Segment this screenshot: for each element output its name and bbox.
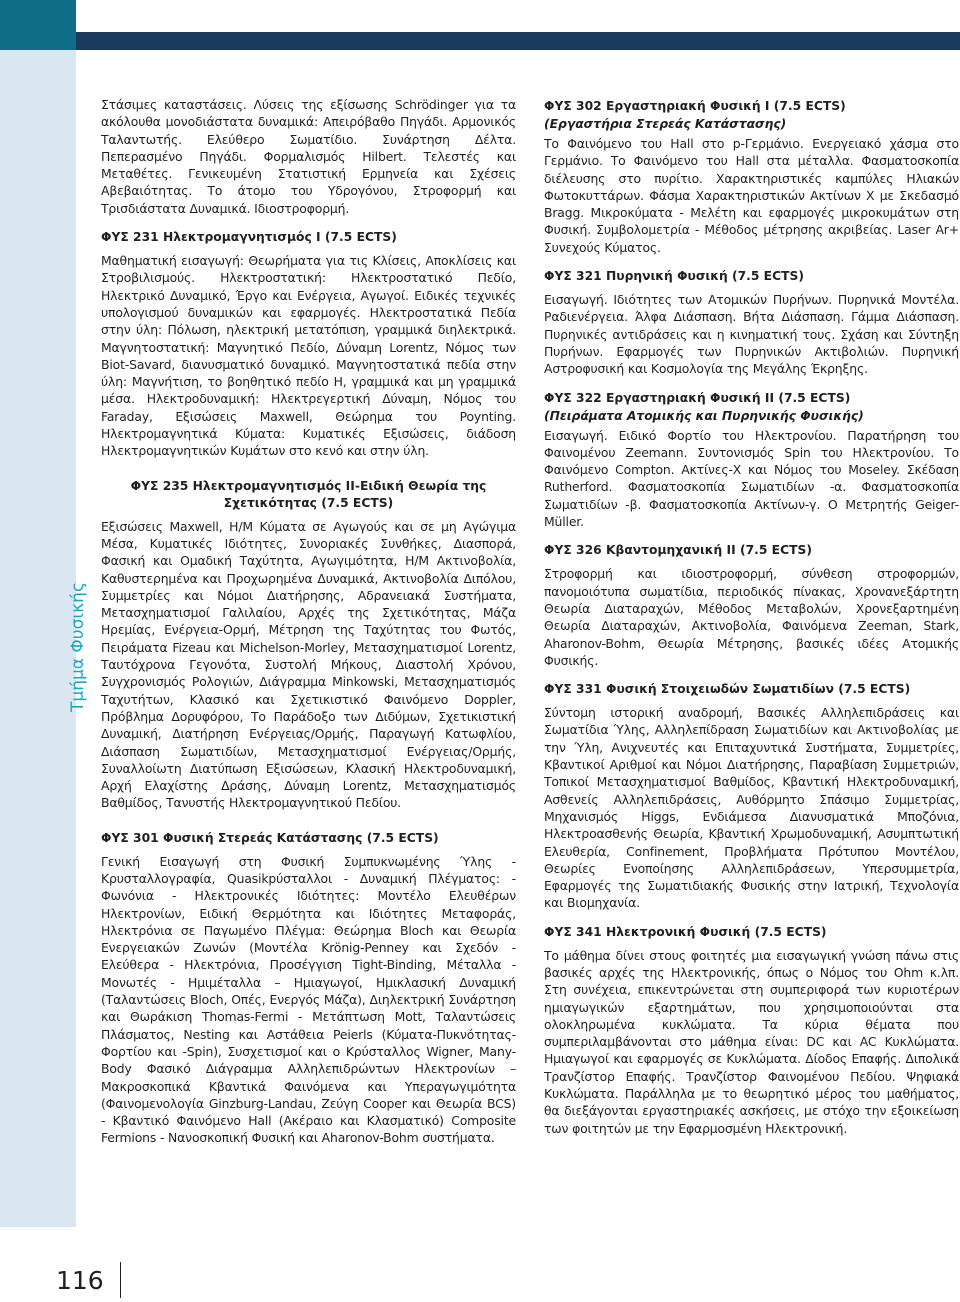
course-body-fys331: Σύντομη ιστορική αναδρομή, Βασικές Αλληλεπιδράσεις και Σωματίδια Ύλης, Αλληλεπίδραση Σωματιδίων και Ακτινοβολίας με την Ύλη, Ανιχνευτές και Επιταχυντικά Συστήματα, Συμμετρίες, Κβαντικοί Αριθμοί και Νόμοι Διατήρησης, Παραβίαση Συμμετριών, Τοπικοί Μετασχηματισμοί Βαθμίδος, Κβαντική Ηλεκτροδυναμική, Ασθενείς Αλληλεπιδράσεις, Αυθόρμητο Σπάσιμο Συμμετρίας, Μηχανισμός Higgs, Ενδιάμεσα Διανυσματικά Μποζόνια, Ηλεκτρoασθενής Θεωρία, Κβαντική Χρωμοδυναμική, Ασυμπτωτική Ελευθερία, Confinement, Προβλήματα Πρότυπου Μοντέλου, Θεωρίες Ενοποίησης Αλληλεπιδράσεων, Υπερσυμμετρία, Εφαρμογές της Σωματιδιακής Φυσικής στην Ιατρική, Τεχνολογία και Βιομηχανία. xyxy=(544,705,959,911)
course-body-fys235: Εξισώσεις Maxwell, Η/Μ Κύματα σε Αγωγούς και σε μη Αγώγιμα Μέσα, Κυματικές Ιδιότητες, Συνοριακές Συνθήκες, Διασπορά, Φασική και Ομαδική Ταχύτητα, Αγωγιμότητα, Η/Μ Ακτινοβολία, Καθυστερημένα και Προχωρημένα Δυναμικά, Ακτινοβολία Διπόλου, Συμμετρίες και Νόμοι Διατήρησης, Αδρανειακά Συστήματα, Μετασχηματισμοί Γαλιλαίου, Αρχές της Σχετικότητας, Μάζα Ηρεμίας, Ενέργεια-Ορμή, Μέτρηση της Ταχύτητας του Φωτός, Πειράματα Fizeau και Michelson-Morley, Μετασχηματισμοί Lorentz, Ταυτόχρονα Γεγονότα, Συστολή Μήκους, Διαστολή Χρόνου, Συγχρονισμός Ρολογιών, Διάγραμμα Minkowski, Μετασχηματισμός Ταχυτήτων, Κλασικό και Σχετικιστικό Φαινόμενο Doppler, Πρόβλημα Δορυφόρου, Το Παράδοξο των Διδύμων, Σχετικιστική Δυναμική, Διατήρηση Ενέργειας/Ορμής, Παραγωγή Κατωφλίου, Διάσπαση Σωματιδίων, Μετασχηματισμοί Ενέργειας/Ορμής, Συναλλοίωτη Διατύπωση Εξισώσεων, Κλασική Ηλεκτροδυναμική, Αρχή Ελαχίστης Δράσης, Δύναμη Lorentz, Μετασχηματισμός Βαθμίδος, Τανυστής Ηλεκτρομαγνητικού Πεδίου. xyxy=(101,518,516,811)
course-title-fys341: ΦΥΣ 341 Ηλεκτρονική Φυσική (7.5 ECTS) xyxy=(544,924,827,939)
course-title-fys331: ΦΥΣ 331 Φυσική Στοιχειωδών Σωματιδίων (7.5 ECTS) xyxy=(544,682,911,697)
page-number-divider xyxy=(120,1262,121,1298)
header-bar-teal xyxy=(0,0,76,50)
course-title-fys301: ΦΥΣ 301 Φυσική Στερεάς Κατάστασης (7.5 ECTS) xyxy=(101,830,439,845)
course-subtitle-fys302: (Εργαστήρια Στερεάς Κατάστασης) xyxy=(544,117,787,131)
department-label: Τμήμα Φυσικής xyxy=(68,582,88,712)
course-body-fys302: Το Φαινόμενο του Hall στο p-Γερμάνιο. Ενεργειακό χάσμα στο Γερμάνιο. Το Φαινόμενο του Hall στα μέταλλα. Φασματοσκοπία διέλευσης στο πυρίτιο. Χαρακτηριστικές καμπύλες Ηλιακών Φωτοκυττάρων. Φάσμα Χαρακτηριστικών Ακτίνων Χ με Σκεδασμό Bragg. Μικροκύματα - Μελέτη και εφαρμογές μικροκυμάτων στη Φυσική. Συμβολομετρία - Μέθοδος μέτρησης ακριβείας. Laser Ar+ Συνεχούς Κύματος. xyxy=(544,136,959,255)
right-column xyxy=(544,96,959,1137)
course-title-fys322: ΦΥΣ 322 Εργαστηριακή Φυσική ΙΙ (7.5 ECTS) xyxy=(544,390,851,405)
course-body-fys326: Στροφορμή και ιδιοστροφορμή, σύνθεση στροφορμών, πανομοιότυπα σωματίδια, περιοδικός πίνακας, Χρονανεξάρτητη Θεωρία Διαταραχών, Μέθοδος Μεταβολών, Χρονεξαρτημένη Θεωρία Διαταραχών, Ακτινοβολία, Φαινόμενα Zeeman, Stark, Aharonov-Bohm, Θεωρία Μέτρησης, βασικές ιδέες Ατομικής Φυσικής. xyxy=(544,566,959,668)
left-column xyxy=(101,96,516,1147)
course-body-fys301: Γενική Εισαγωγή στη Φυσική Συμπυκνωμένης Ύλης - Κρυσταλλογραφία, Quasikpύσταλλοι - Δυναμική Πλέγματος: - Φωνόνια - Ηλεκτρονικές Ιδιότητες: Μοντέλο Ελευθέρων Ηλεκτρονίων, Ειδική Θερμότητα και Ιδιότητες Μεταφοράς, Ηλεκτρόνια σε Παγωμένο Πλέγμα: Θεώρημα Bloch και Θεωρία Ενεργειακών Ζωνών (Μοντέλα Krönig-Penney και Σχεδόν - Ελεύθερα - Ηλεκτρόνια, Προσέγγιση Tight-Binding, Μέταλλα - Μονωτές - Ημιμέταλλα – Ημιαγωγοί, Ημικλασική Δυναμική (Ταλαντώσεις Bloch, Οπές, Ενεργός Μάζα), Διηλεκτρική Συνάρτηση και Θωράκιση Thomas-Fermi - Μετάπτωση Mott, Ταλαντώσεις Πλάσματος, Nesting και Αστάθεια Peierls (Κύματα-Πυκνότητας-Φορτίου και -Spin), Συσχετισμοί και ο Κρύσταλλος Wigner, Many-Body Φασικό Διάγραμμα Αλληλεπιδρώντων Ηλεκτρονίων – Μακροσκοπικά Κβαντικά Φαινόμενα και Υπεραγωγιμότητα (Φαινομενολογία Ginzburg-Landau, Ζεύγη Cooper και Θεωρία BCS) - Κβαντικό Φαινόμενο Hall (Ακέραιο και Κλασματικό) Composite Fermions - Νανοσκοπική Φυσική και Aharonov-Bohm συστήματα. xyxy=(101,853,516,1146)
course-body-fys321: Εισαγωγή. Ιδιότητες των Ατομικών Πυρήνων. Πυρηνικά Μοντέλα. Ραδιενέργεια. Άλφα Διάσπαση. Βήτα Διάσπαση. Γάμμα Διάσπαση. Πυρηνικές αντιδράσεις και η κινηματική τους. Σχάση και Σύντηξη Πυρήνων. Εφαρμογές των Πυρηνικών Ακτιβολιών. Πυρηνική Αστροφυσική και Κοσμολογία της Μεγάλης Έκρηξης. xyxy=(544,292,959,377)
course-body-fys341: Το μάθημα δίνει στους φοιτητές μια εισαγωγική γνώση πάνω στις βασικές αρχές της Ηλεκτρονικής, όπως ο Νόμος του Ohm κ.λπ. Στη συνέχεια, επικεντρώνεται στη συμπεριφορά των κυριοτέρων ημιαγωγικών εξαρτημάτων, που χρησιμοποιούνται στα ολοκληρωμένα κυκλώματα. Τα κύρια θέματα που συμπεριλαμβάνονται στο μάθημα είναι: DC και AC Κυκλώματα. Ημιαγωγοί και εφαρμογές σε Κυκλώματα. Δίοδος Επαφής. Διπολικά Τρανζίστορ Επαφής. Τρανζίστορ Φαινομένου Πεδίου. Ψηφιακά Κυκλώματα. Παράλληλα με το θεωρητικό μέρος του μαθήματος, θα διεξάγονται εργαστηριακές ασκήσεις, με στόχο την εξοικείωση των φοιτητών με την Εφαρμοσμένη Ηλεκτρονική. xyxy=(544,947,959,1136)
course-title-fys326: ΦΥΣ 326 Κβαντομηχανική ΙΙ (7.5 ECTS) xyxy=(544,543,812,558)
header-bar-navy xyxy=(76,32,960,50)
course-body-fys322: Εισαγωγή. Ειδικό Φορτίο του Ηλεκτρονίου. Παρατήρηση του Φαινομένου Zeemann. Συντονισμός Spin του Ηλεκτρονίου. Το Φαινόμενο Compton. Ακτίνες-Χ και Νόμος του Moseley. Σκέδαση Rutherford. Φασματοσκοπία Σωματιδίων -α. Φασματοσκοπία Σωματιδίων -β. Φασματοσκοπία Ακτίνων-γ. Ο Μετρητής Geiger-Müller. xyxy=(544,427,959,530)
intro-paragraph: Στάσιμες καταστάσεις. Λύσεις της εξίσωσης Schrödinger για τα ακόλουθα μονοδιάστατα δυναμικά: Απειρόβαθο Πηγάδι. Αρμονικός Ταλαντωτής. Ελεύθερο Σωματίδιο. Συνάρτηση Δέλτα. Πεπερασμένο Πηγάδι. Φορμαλισμός Hilbert. Τελεστές και Μεταθέτες. Γενικευμένη Στατιστική Ερμηνεία και Σχέσεις Αβεβαιότητας. Το άτομο του Υδρογόνου, Στροφορμή και Τρισδιάστατα Δυναμικά. Ιδιοστροφορμή. xyxy=(101,97,516,216)
course-body-fys231: Μαθηματική εισαγωγή: Θεωρήματα για τις Κλίσεις, Αποκλίσεις και Στροβιλισμούς. Ηλεκτροστατική: Ηλεκτροστατικό Πεδίο, Ηλεκτρικό Δυναμικό, Έργο και Ενέργεια, Αγωγοί. Ειδικές τεχνικές υπολογισμού δυναμικών και εφαρμογές. Ηλεκτροστατικά Πεδία στην ύλη: Πόλωση, ηλεκτρική μετατόπιση, γραμμικά διηλεκτρικά. Μαγνητοστατική: Μαγνητικό Πεδίο, Δύναμη Lorentz, Νόμος των Biot-Savard, διανυσματικό δυναμικό. Μαγνητοστατικά πεδία στην ύλη: Μαγνήτιση, το βοηθητικό πεδίο Η, γραμμικά και μη γραμμικά μέσα. Ηλεκτροδυναμική: Ηλεκτρεγερτική Δύναμη, Νόμος του Faraday, Εξισώσεις Maxwell, Θεώρημα του Poynting. Ηλεκτρομαγνητικά Κύματα: Κυματικές Εξισώσεις, διάδοση Ηλεκτρομαγνητικών Κυμάτων στο κενό και στην ύλη. xyxy=(101,253,516,459)
course-subtitle-fys322: (Πειράματα Ατομικής και Πυρηνικής Φυσικής) xyxy=(544,408,864,423)
course-title-fys302: ΦΥΣ 302 Εργαστηριακή Φυσική Ι (7.5 ECTS) xyxy=(544,99,846,113)
course-title-fys231: ΦΥΣ 231 Ηλεκτρομαγνητισμός Ι (7.5 ECTS) xyxy=(101,230,397,245)
course-title-fys321: ΦΥΣ 321 Πυρηνική Φυσική (7.5 ECTS) xyxy=(544,269,804,284)
page-number: 116 xyxy=(56,1266,104,1295)
course-title-fys235: ΦΥΣ 235 Ηλεκτρομαγνητισμός ΙΙ-Ειδική Θεωρία της Σχετικότητας (7.5 ECTS) xyxy=(130,478,487,510)
side-strip xyxy=(0,50,76,1227)
